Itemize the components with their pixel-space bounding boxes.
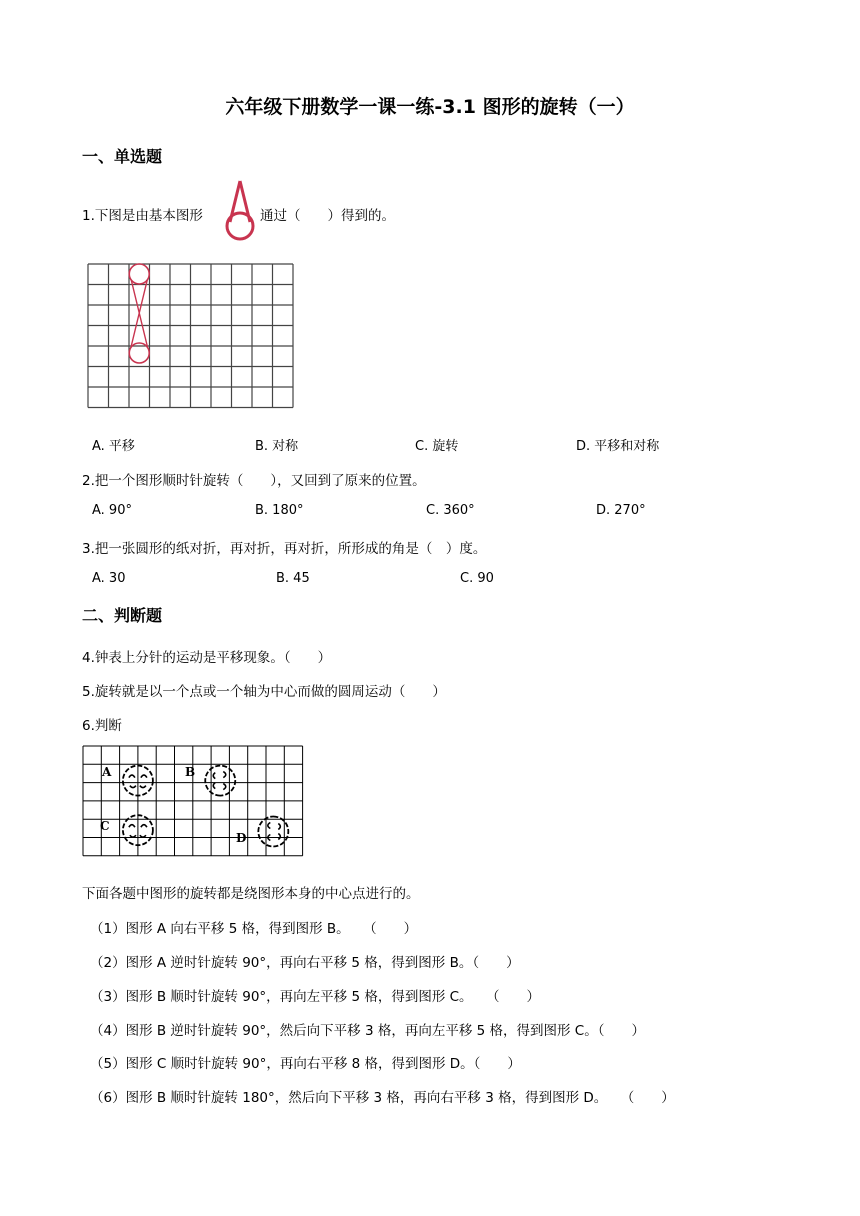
face-figure-b	[205, 766, 235, 796]
q2-option-d[interactable]: D. 270°	[596, 503, 646, 518]
q3-option-a[interactable]: A. 30	[92, 571, 126, 586]
label-b: B	[185, 765, 196, 779]
question-1-before: 1.下图是由基本图形	[82, 208, 203, 224]
q2-option-a[interactable]: A. 90°	[92, 503, 132, 518]
q1-option-d[interactable]: D. 平移和对称	[576, 439, 660, 454]
label-d: D	[236, 831, 247, 845]
section-heading-true-false: 二、判断题	[82, 606, 163, 625]
q3-option-b[interactable]: B. 45	[276, 571, 310, 586]
rotated-shape	[129, 264, 149, 363]
section-heading-single-choice: 一、单选题	[82, 147, 163, 166]
q1-option-b[interactable]: B. 对称	[255, 439, 299, 454]
q6-grid-figure	[82, 745, 304, 867]
question-4-text: 4.钟表上分针的运动是平移现象。（ ）	[82, 650, 332, 666]
q1-option-c[interactable]: C. 旋转	[415, 439, 459, 454]
q2-option-c[interactable]: C. 360°	[426, 503, 475, 518]
question-1-after: 通过（ ）得到的。	[260, 208, 395, 224]
q6-item-2: （2）图形 A 逆时针旋转 90°，再向右平移 5 格，得到图形 B。（ ）	[90, 955, 520, 971]
basic-shape-figure	[222, 178, 258, 242]
grid-lines	[88, 264, 293, 408]
q6-item-1: （1）图形 A 向右平移 5 格，得到图形 B。 （ ）	[90, 921, 418, 937]
question-5-text: 5.旋转就是以一个点或一个轴为中心而做的圆周运动（ ）	[82, 684, 446, 700]
label-c: C	[100, 819, 110, 833]
q3-option-c[interactable]: C. 90	[460, 571, 494, 586]
q6-item-4: （4）图形 B 逆时针旋转 90°，然后向下平移 3 格，再向左平移 5 格，得到图形 C。（ ）	[90, 1023, 645, 1039]
q6-item-5: （5）图形 C 顺时针旋转 90°，再向右平移 8 格，得到图形 D。（ ）	[90, 1056, 521, 1072]
page-title: 六年级下册数学一课一练-3.1 图形的旋转（一）	[225, 96, 635, 118]
q2-option-b[interactable]: B. 180°	[255, 503, 304, 518]
q1-option-a[interactable]: A. 平移	[92, 439, 135, 454]
question-6-intro: 下面各题中图形的旋转都是绕图形本身的中心点进行的。	[82, 886, 420, 902]
question-3-text: 3.把一张圆形的纸对折，再对折，再对折，所形成的角是（ ）度。	[82, 541, 487, 557]
q6-item-6: （6）图形 B 顺时针旋转 180°，然后向下平移 3 格，再向右平移 3 格，得到图形 D。 （ ）	[90, 1090, 675, 1106]
question-6-text: 6.判断	[82, 718, 122, 734]
q1-grid-figure	[86, 262, 298, 412]
label-a: A	[102, 765, 112, 779]
q6-item-3: （3）图形 B 顺时针旋转 90°，再向左平移 5 格，得到图形 C。 （ ）	[90, 989, 541, 1005]
question-2-text: 2.把一个图形顺时针旋转（ ），又回到了原来的位置。	[82, 473, 426, 489]
